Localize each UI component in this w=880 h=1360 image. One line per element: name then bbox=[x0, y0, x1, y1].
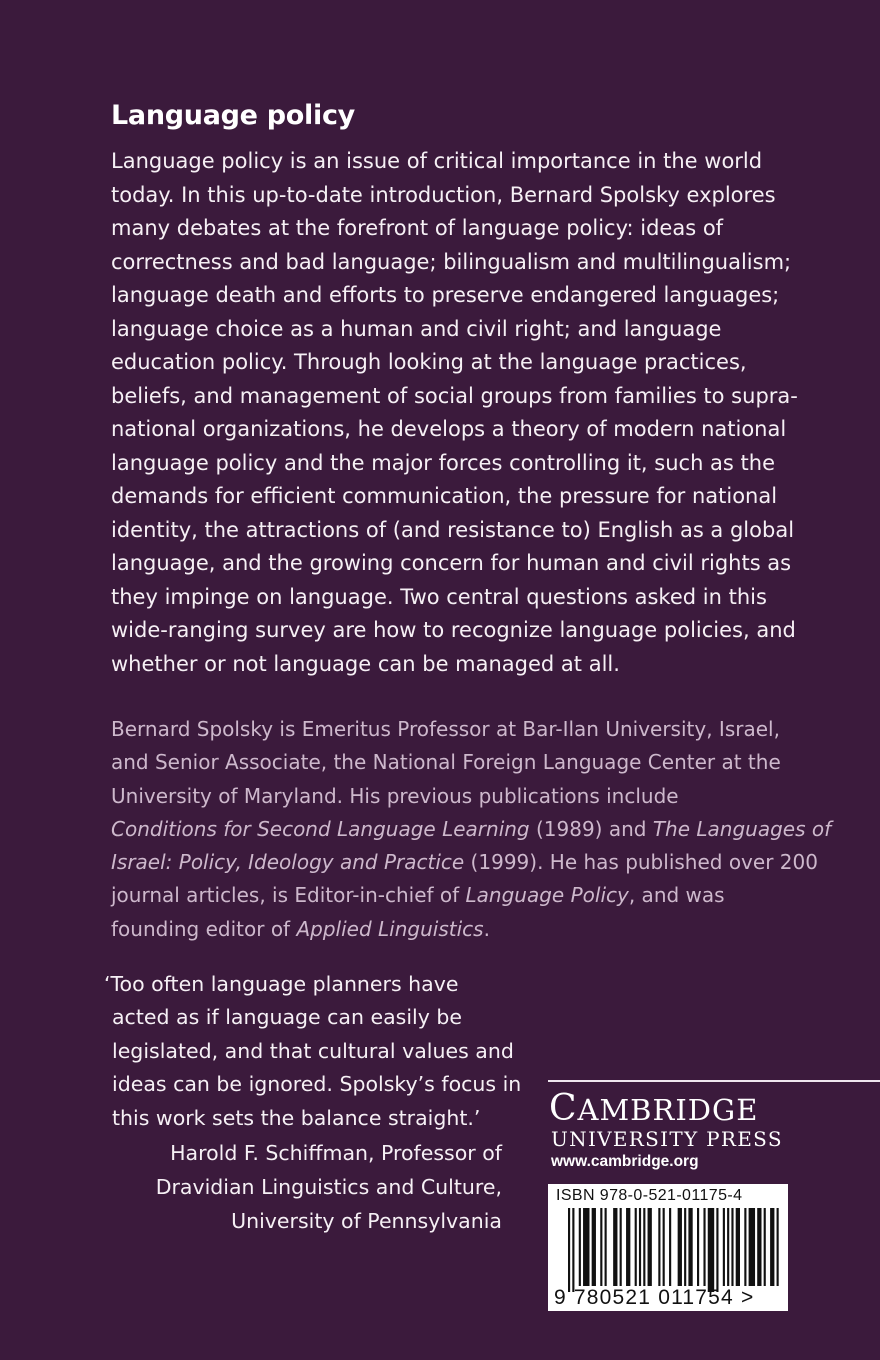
bio-text: founding editor of bbox=[111, 916, 297, 941]
bio-line bbox=[111, 846, 818, 879]
description-line: identity, the attractions of (and resistance to) English as a global bbox=[111, 517, 795, 542]
description-line: many debates at the forefront of language policy: ideas of bbox=[111, 216, 724, 240]
endorsement-quote bbox=[104, 968, 522, 1135]
publisher-rule bbox=[548, 1080, 880, 1082]
barcode-bar bbox=[568, 1208, 570, 1292]
quote-line: ideas can be ignored. Spolsky’s focus in bbox=[112, 1072, 522, 1097]
bio-text: , and was bbox=[628, 883, 725, 908]
barcode-bar bbox=[669, 1208, 671, 1286]
attribution-line: Dravidian Linguistics and Culture, bbox=[155, 1175, 502, 1199]
book-title-1: Conditions for Second Language Learning bbox=[111, 816, 530, 841]
barcode-bar bbox=[770, 1208, 774, 1286]
barcode-bar bbox=[583, 1208, 589, 1286]
barcode-bar bbox=[613, 1208, 617, 1286]
barcode-bar bbox=[684, 1208, 686, 1286]
barcode-bar bbox=[736, 1208, 740, 1286]
barcode-bar bbox=[626, 1208, 630, 1286]
quote-line: this work sets the balance straight.’ bbox=[112, 1105, 481, 1130]
bio-text: (1999). He has published over 200 bbox=[464, 850, 818, 875]
description-line: national organizations, he develops a theory of modern national bbox=[111, 417, 787, 441]
barcode-bar bbox=[648, 1208, 652, 1286]
bio-text: journal articles, is Editor-in-chief of bbox=[111, 883, 466, 908]
description-line: language death and efforts to preserve endangered languages; bbox=[111, 283, 780, 307]
publisher-name-initial: C bbox=[549, 1088, 578, 1129]
barcode-number: 9 780521 011754 > bbox=[554, 1286, 755, 1309]
description bbox=[111, 145, 798, 681]
barcode-bar bbox=[605, 1208, 607, 1286]
barcode-bar bbox=[592, 1208, 596, 1286]
bio-line bbox=[111, 879, 761, 912]
barcode-bar bbox=[620, 1208, 622, 1286]
barcode-bar bbox=[643, 1208, 645, 1286]
publisher-logo-name bbox=[549, 1088, 758, 1129]
description-line: language, and the growing concern for human and civil rights as bbox=[111, 551, 792, 575]
barcode-box bbox=[548, 1184, 788, 1311]
barcode-bar bbox=[716, 1208, 718, 1292]
title: Language policy bbox=[111, 100, 355, 131]
barcode-bar bbox=[579, 1208, 581, 1286]
quote-line: ‘Too often language planners have bbox=[104, 972, 459, 996]
barcode-bar bbox=[777, 1208, 779, 1286]
barcode-bar bbox=[697, 1208, 699, 1286]
barcode-bar bbox=[600, 1208, 602, 1286]
barcode-bar bbox=[708, 1208, 714, 1292]
barcode-bar bbox=[688, 1208, 692, 1286]
barcode-bar bbox=[663, 1208, 665, 1286]
bio-line: University of Maryland. His previous publications include bbox=[111, 783, 679, 808]
journal-title-1: Language Policy bbox=[465, 883, 629, 908]
bio-text: (1989) and bbox=[529, 816, 653, 841]
barcode-bar bbox=[749, 1208, 755, 1286]
barcode-bar bbox=[723, 1208, 725, 1286]
quote-line: acted as if language can easily be bbox=[112, 1005, 463, 1030]
barcode-bar bbox=[678, 1208, 682, 1286]
description-line: correctness and bad language; bilingualism and multilingualism; bbox=[111, 249, 792, 274]
barcode-bar bbox=[757, 1208, 761, 1286]
quote-line: legislated, and that cultural values and bbox=[112, 1038, 514, 1063]
book-title-2-cont: Israel: Policy, Ideology and Practice bbox=[111, 850, 465, 875]
barcode-bar bbox=[727, 1208, 729, 1286]
barcode-bar bbox=[764, 1208, 766, 1286]
description-line: beliefs, and management of social groups from families to supra- bbox=[111, 383, 798, 408]
bio-line bbox=[111, 913, 761, 946]
bio-line bbox=[111, 813, 832, 846]
barcode-bar bbox=[703, 1208, 705, 1286]
description-line: they impinge on language. Two central questions asked in this bbox=[111, 584, 767, 609]
description-line: today. In this up-to-date introduction, Bernard Spolsky explores bbox=[111, 182, 776, 207]
description-line: language choice as a human and civil right; and language bbox=[111, 316, 722, 341]
barcode-bar bbox=[731, 1208, 733, 1286]
barcode-bar bbox=[572, 1208, 574, 1292]
author-bio bbox=[111, 713, 832, 946]
book-title-2: The Languages of bbox=[652, 816, 832, 841]
isbn-label: ISBN 978-0-521-01175-4 bbox=[556, 1187, 743, 1204]
attribution-line: Harold F. Schiffman, Professor of bbox=[170, 1141, 502, 1165]
description-line: Language policy is an issue of critical importance in the world bbox=[111, 149, 763, 173]
description-line: education policy. Through looking at the language practices, bbox=[111, 350, 747, 374]
description-line: demands for efficient communication, the pressure for national bbox=[111, 484, 778, 508]
bio-line: and Senior Associate, the National Foreign Language Center at the bbox=[111, 750, 781, 775]
publisher-url: www.cambridge.org bbox=[551, 1153, 699, 1170]
barcode-bar bbox=[635, 1208, 637, 1286]
description-line: whether or not language can be managed at all. bbox=[111, 651, 620, 676]
barcode-bar bbox=[639, 1208, 641, 1286]
description-line: wide-ranging survey are how to recognize language policies, and bbox=[111, 618, 796, 642]
bio-text: . bbox=[483, 916, 490, 941]
bio-line: Bernard Spolsky is Emeritus Professor at Bar-Ilan University, Israel, bbox=[111, 717, 780, 741]
attribution-line: University of Pennsylvania bbox=[231, 1209, 502, 1233]
publisher-name-rest: AMBRIDGE bbox=[577, 1093, 759, 1127]
quote-attribution bbox=[140, 1136, 502, 1238]
description-line: language policy and the major forces controlling it, such as the bbox=[111, 450, 776, 475]
barcode-bar bbox=[744, 1208, 746, 1286]
journal-title-2: Applied Linguistics bbox=[296, 916, 484, 941]
barcode-bar bbox=[658, 1208, 660, 1286]
publisher-logo-subtitle: UNIVERSITY PRESS bbox=[551, 1127, 783, 1151]
